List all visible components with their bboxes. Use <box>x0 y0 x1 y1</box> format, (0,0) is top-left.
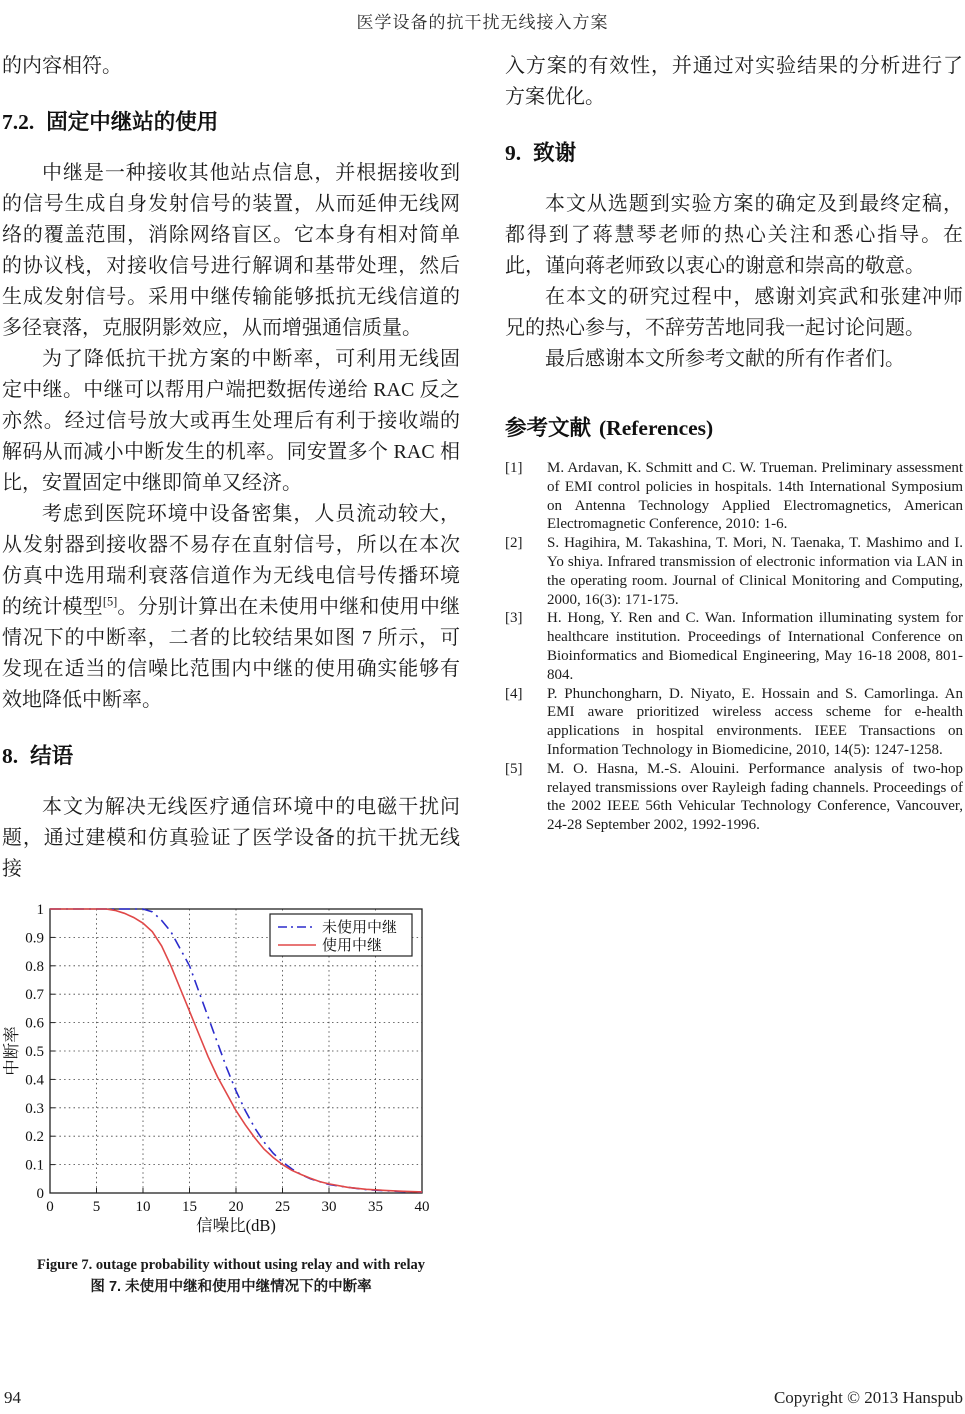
svg-text:0.6: 0.6 <box>25 1015 44 1032</box>
svg-text:25: 25 <box>275 1199 290 1215</box>
paragraph-acknowledgement-2: 在本文的研究过程中，感谢刘宾武和张建冲师兄的热心参与，不辞劳苦地同我一起讨论问题。 <box>505 286 963 339</box>
left-column <box>2 51 460 1298</box>
svg-text:20: 20 <box>228 1199 244 1215</box>
paragraph-relay-benefit: 为了降低抗干扰方案的中断率，可利用无线固定中继。中继可以帮用户端把数据传递给 RAC 反之亦然。经过信号放大或再生处理后有利于接收端的解码从而减小中断发生的机率。同安置多个 RAC 相比，安置固定中继即简单又经济。 <box>2 348 460 494</box>
svg-text:未使用中继: 未使用中继 <box>322 920 398 936</box>
svg-text:1: 1 <box>36 902 44 918</box>
reference-item <box>505 459 963 534</box>
reference-label: [1] <box>505 460 523 476</box>
svg-text:使用中继: 使用中继 <box>322 938 383 954</box>
page-number: 94 <box>4 1388 21 1407</box>
reference-text: M. O. Hasna, M.-S. Alouini. Performance analysis of two-hop relayed transmissions over Rayleigh fading channels. Proceedings of the 2002 IEEE 56th Vehicular Technology Conference, Vancouver, 24-28 September 2002, 1992-1996. <box>547 760 963 834</box>
section-heading-9 <box>505 138 963 168</box>
reference-label: [4] <box>505 685 523 702</box>
citation-superscript: [5] <box>102 594 118 609</box>
svg-text:信噪比(dB): 信噪比(dB) <box>196 1216 276 1235</box>
paragraph-continuation: 入方案的有效性，并通过对实验结果的分析进行了方案优化。 <box>505 55 963 108</box>
running-head-title: 医学设备的抗干扰无线接入方案 <box>356 13 609 32</box>
svg-text:35: 35 <box>368 1199 383 1215</box>
section-heading-8 <box>2 741 460 771</box>
svg-text:5: 5 <box>92 1199 101 1215</box>
svg-text:0: 0 <box>46 1199 54 1215</box>
section-title: 致谢 <box>533 141 577 165</box>
chart-container <box>2 899 460 1246</box>
reference-item <box>505 534 963 609</box>
paragraph-acknowledgement-3: 最后感谢本文所参考文献的所有作者们。 <box>545 348 905 370</box>
paragraph-continuation: 的内容相符。 <box>2 55 122 77</box>
references-heading-en: (References) <box>599 416 714 440</box>
paragraph-conclusion: 本文为解决无线医疗通信环境中的电磁干扰问题，通过建模和仿真验证了医学设备的抗干扰无线接 <box>2 796 460 880</box>
reference-item <box>505 685 963 760</box>
reference-text: P. Phunchongharn, D. Niyato, E. Hossain and S. Camorlinga. An EMI aware prioritized wireless access scheme for e-health applications in hospital environments. IEEE Transactions on Information Technology in Biomedicine, 2010, 14(5): 1247-1258. <box>547 685 963 758</box>
section-title: 固定中继站的使用 <box>46 110 219 134</box>
svg-text:0.9: 0.9 <box>25 930 44 947</box>
paragraph-acknowledgement-1: 本文从选题到实验方案的确定及到最终定稿，都得到了蒋慧琴老师的热心关注和悉心指导。在此，谨向蒋老师致以衷心的谢意和崇高的敬意。 <box>505 193 963 277</box>
section-title: 结语 <box>30 744 74 768</box>
svg-text:0.3: 0.3 <box>25 1100 44 1117</box>
section-number: 7.2. <box>2 110 35 134</box>
section-number: 9. <box>505 141 522 165</box>
reference-label: [5] <box>505 760 523 777</box>
section-number: 8. <box>2 744 19 768</box>
references-heading <box>505 413 963 443</box>
page-footer <box>4 1388 963 1408</box>
svg-text:30: 30 <box>321 1199 337 1215</box>
figure-caption-english: Figure 7. outage probability without using relay and with relay <box>36 1257 426 1273</box>
svg-text:10: 10 <box>135 1199 151 1215</box>
reference-text: S. Hagihira, M. Takashina, T. Mori, N. Taenaka, T. Mashimo and I. Yo shiya. Infrared transmission of electronic information via LAN in the operating room. Journal of Clinical Monitoring and Computing, 2000, 16(3): 171-175. <box>547 535 963 608</box>
paragraph-simulation <box>2 499 460 716</box>
paragraph-simulation-pre: 考虑到医院环境中设备密集，人员流动较大，从发射器到接收器不易存在直射信号，所以在本次仿真中选用瑞利衰落信道作为无线电信号传播环境的统计模型 <box>2 503 460 618</box>
reference-text: M. Ardavan, K. Schmitt and C. W. Trueman. Preliminary assessment of EMI control policies in hospitals. 14th International Symposium on Antenna Technology Applied Electromagnetics, American Electromagnetic Conference, 2010: 1-6. <box>547 460 963 533</box>
reference-label: [2] <box>505 535 523 552</box>
svg-text:0.8: 0.8 <box>25 958 44 975</box>
reference-label: [3] <box>505 610 523 627</box>
figure-7 <box>2 899 460 1298</box>
section-heading-7-2 <box>2 107 460 137</box>
copyright-notice: Copyright © 2013 Hanspub <box>773 1388 963 1407</box>
svg-text:40: 40 <box>414 1199 430 1215</box>
paragraph-relay-intro: 中继是一种接收其他站点信息，并根据接收到的信号生成自身发射信号的装置，从而延伸无线网络的覆盖范围，消除网络盲区。它本身有相对简单的协议栈，对接收信号进行解调和基带处理，然后生成发射信号。采用中继传输能够抵抗无线信道的多径衰落，克服阴影效应，从而增强通信质量。 <box>2 162 460 339</box>
svg-text:0.2: 0.2 <box>25 1129 44 1146</box>
svg-text:0.1: 0.1 <box>25 1157 44 1174</box>
figure-caption-chinese: 图 7. 未使用中继和使用中继情况下的中断率 <box>90 1279 372 1295</box>
two-column-layout <box>0 51 965 1298</box>
svg-text:15: 15 <box>182 1199 197 1215</box>
svg-text:0.7: 0.7 <box>25 987 44 1004</box>
reference-text: H. Hong, Y. Ren and C. Wan. Information illuminating system for healthcare institution. Proceedings of International Conference on Bioinformatics and Biomedical Engineering, May 16-18 2008, 801-804. <box>547 610 963 683</box>
right-column <box>505 51 963 1298</box>
svg-text:0.4: 0.4 <box>25 1072 44 1089</box>
paragraph-simulation-post: 。分别计算出在未使用中继和使用中继情况下的中断率，二者的比较结果如图 7 所示，可发现在适当的信噪比范围内中继的使用确实能够有效地降低中断率。 <box>2 596 461 711</box>
svg-text:0.5: 0.5 <box>25 1044 44 1060</box>
svg-text:0: 0 <box>36 1186 44 1202</box>
reference-list <box>505 459 963 835</box>
reference-item <box>505 760 963 835</box>
outage-probability-line-chart <box>2 899 460 1246</box>
svg-text:中断率: 中断率 <box>2 1026 21 1076</box>
figure-caption <box>2 1254 460 1298</box>
references-heading-zh: 参考文献 <box>505 416 592 440</box>
reference-item <box>505 609 963 684</box>
